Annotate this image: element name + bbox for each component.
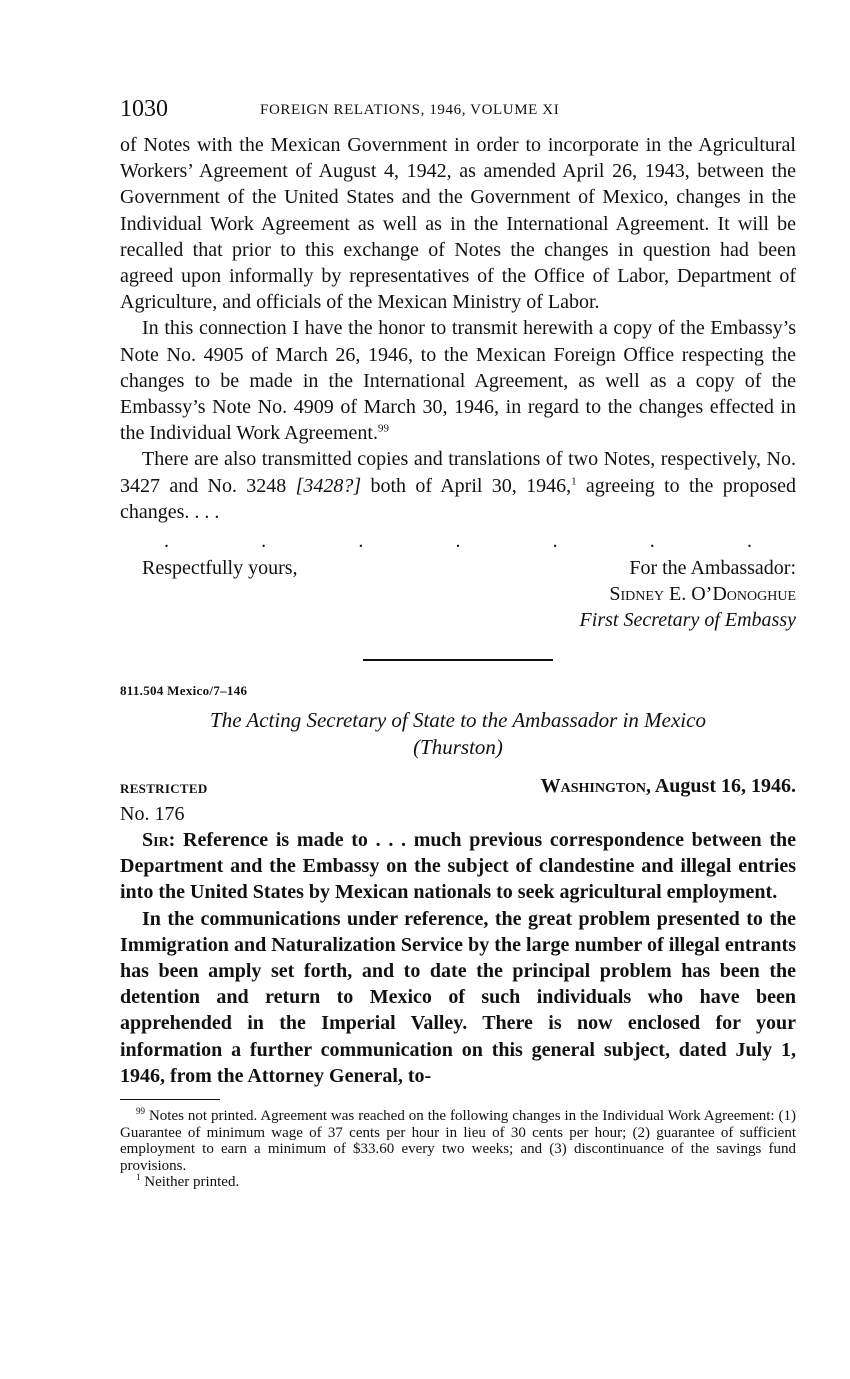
letter-paragraph-3-part-a: There are also transmitted copies and translations of two Notes, respectively, No. 3427 and No. 3248 xyxy=(120,448,796,497)
salutation: Sir: xyxy=(142,829,176,852)
signature-block xyxy=(580,555,796,633)
footnotes xyxy=(120,1108,796,1191)
instruction-paragraph-1 xyxy=(120,827,796,906)
letter-continuation xyxy=(120,132,796,639)
date: August 16, 1946. xyxy=(654,775,796,798)
document-page xyxy=(120,96,796,1191)
letter-paragraph-2-text: In this connection I have the honor to transmit herewith a copy of the Embassy’s Note No. 4905 of March 26, 1946, to the Mexican Foreign Office respecting the changes to be made in the International Agreement, as well as a copy of the Embassy’s Note No. 4909 of March 30, 1946, in regard to the changes effected in the Individual Work Agreement. xyxy=(120,317,796,445)
omission-dot: . xyxy=(649,530,655,553)
instruction-paragraph-1-text: Reference is made to . . . much previous correspondence between the Department and the Embassy on the subject of clandestine and illegal entries into the United States by Mexican nationals to seek agricultural employment. xyxy=(120,829,796,904)
omission-dot: . xyxy=(552,530,558,553)
footnote-99 xyxy=(120,1108,796,1174)
place-and-date xyxy=(541,775,796,798)
place: Washington, xyxy=(540,775,651,798)
editorial-bracket: [3428?] xyxy=(295,474,362,497)
omission-dot: . xyxy=(746,530,752,553)
omission-dot: . xyxy=(455,530,461,553)
document-title xyxy=(120,707,796,761)
document-title-line-1: The Acting Secretary of State to the Ambassador in Mexico xyxy=(210,708,706,733)
instruction-body xyxy=(120,827,796,1089)
signature-title: First Secretary of Embassy xyxy=(579,609,796,632)
running-head: FOREIGN RELATIONS, 1946, VOLUME XI xyxy=(260,102,560,118)
letter-paragraph-3-part-b: both of April 30, 1946, xyxy=(370,474,572,497)
signature-for-line: For the Ambassador: xyxy=(629,557,796,580)
footnote-99-text: Notes not printed. Agreement was reached on the following changes in the Individual Work Agreement: (1) Guarantee of minimum wage of 37 cents per hour in lieu of 30 cents per hour; (2) guarantee of sufficient employment to earn a minimum of $33.60 every two weeks; and (3) discontinuance of the savings fund provisions. xyxy=(120,1108,796,1174)
page-header xyxy=(120,96,796,132)
letter-closing xyxy=(120,555,796,639)
complimentary-close: Respectfully yours, xyxy=(142,557,298,580)
omission-dot: . xyxy=(261,530,267,553)
instruction-paragraph-2: In the communications under reference, the great problem presented to the Immigration and Naturalization Service by the large number of illegal entrants has been amply set forth, and to date the principal problem has been the detention and return to Mexico of such individuals who have been apprehended in the Imperial Valley. There is now enclosed for your information a further communication on this general subject, dated July 1, 1946, from the Attorney General, to- xyxy=(120,907,796,1087)
omission-dot: . xyxy=(164,530,169,553)
footnote-1-mark: 1 xyxy=(136,1172,141,1183)
page-number: 1030 xyxy=(120,96,168,122)
document-number: No. 176 xyxy=(120,803,185,826)
letter-paragraph-2 xyxy=(120,315,796,446)
omission-dots xyxy=(120,527,796,555)
footnote-ref-1: 1 xyxy=(571,474,577,487)
file-number: 811.504 Mexico/7–146 xyxy=(120,683,248,699)
dateline xyxy=(120,775,796,801)
footnote-1-text: Neither printed. xyxy=(144,1174,240,1191)
letter-paragraph-1: of Notes with the Mexican Government in order to incorporate in the Agricultural Workers’ Agreement of August 4, 1942, as amended April 26, 1943, between the Government of the United States and the Government of Mexico, changes in the Individual Work Agreement as well as in the International Agreement. It will be recalled that prior to this exchange of Notes the changes in question had been agreed upon informally by representatives of the Office of Labor, Department of Agriculture, and officials of the Mexican Ministry of Labor. xyxy=(120,134,796,314)
classification-marking: RESTRICTED xyxy=(120,781,208,797)
letter-paragraph-3-part-c: agreeing to the proposed changes. . . . xyxy=(120,474,797,523)
footnote-1 xyxy=(120,1174,796,1191)
section-divider xyxy=(363,659,553,661)
footnote-divider xyxy=(120,1099,220,1100)
footnote-ref-99: 99 xyxy=(377,422,389,435)
document-title-line-2: (Thurston) xyxy=(413,735,503,760)
letter-paragraph-3 xyxy=(120,446,796,525)
signature-name: Sidney E. O’Donoghue xyxy=(609,583,796,606)
omission-dot: . xyxy=(358,530,364,553)
footnote-99-mark: 99 xyxy=(136,1106,145,1117)
